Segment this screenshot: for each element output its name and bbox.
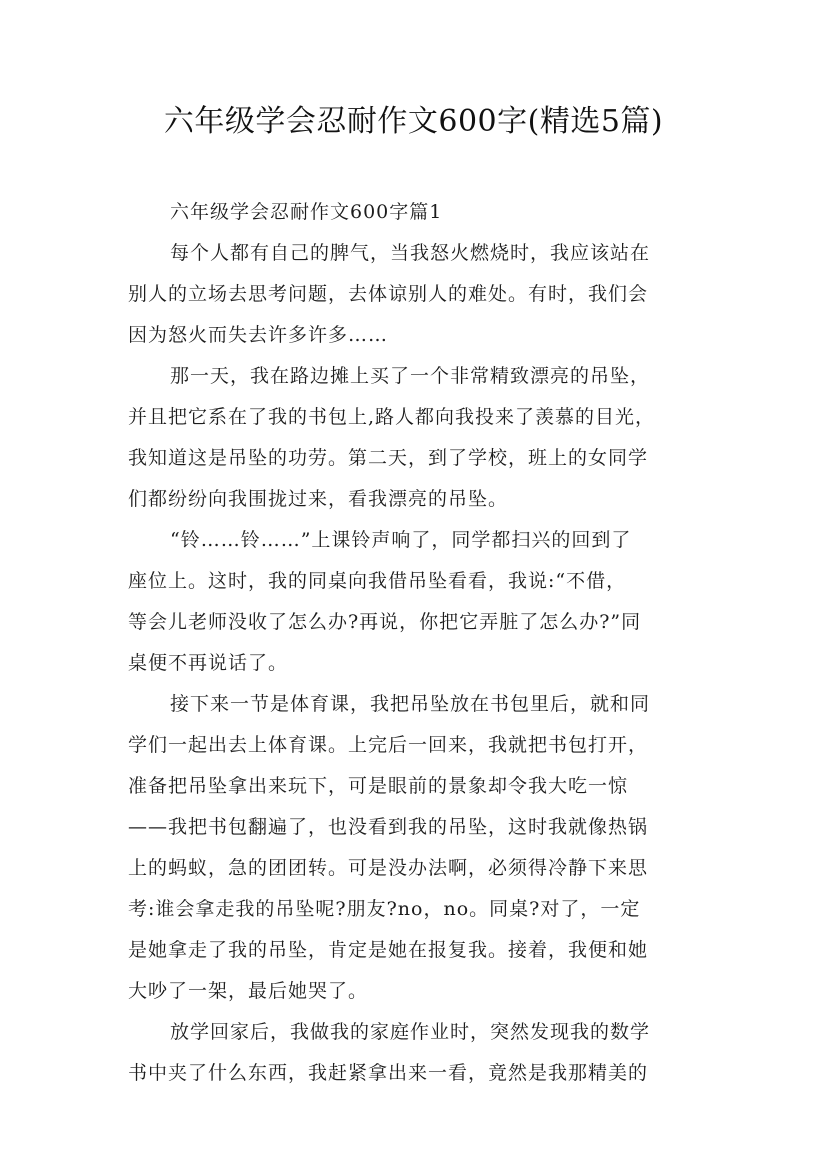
text-line: ——我把书包翻遍了，也没看到我的吊坠，这时我就像热锅 [128,816,649,838]
document-body [128,192,700,1094]
text-line: 是她拿走了我的吊坠，肯定是她在报复我。接着，我便和她 [128,939,649,961]
text-line: 们都纷纷向我围拢过来，看我漂亮的吊坠。 [128,488,509,510]
text-line: 书中夹了什么东西，我赶紧拿出来一看，竟然是我那精美的 [128,1062,649,1084]
text-line: 桌便不再说话了。 [128,652,289,674]
text-line: 等会儿老师没收了怎么办?再说，你把它弄脏了怎么办?”同 [128,611,642,633]
text-line: 放学回家后，我做我的家庭作业时，突然发现我的数学 [170,1021,651,1043]
text-line: 每个人都有自己的脾气，当我怒火燃烧时，我应该站在 [170,242,651,264]
text-line: 上的蚂蚁，急的团团转。可是没办法啊，必须得冷静下来思 [128,857,649,879]
text-line: 考:谁会拿走我的吊坠呢?朋友?no，no。同桌?对了，一定 [128,898,641,920]
text-line: “铃……铃……”上课铃声响了，同学都扫兴的回到了 [170,529,632,551]
text-line: 并且把它系在了我的书包上,路人都向我投来了羡慕的目光， [128,406,656,428]
text-line: 大吵了一架，最后她哭了。 [128,980,369,1002]
text-line: 因为怒火而失去许多许多…… [128,324,389,346]
text-line: 准备把吊坠拿出来玩下，可是眼前的景象却令我大吃一惊 [128,775,629,797]
text-line: 座位上。这时，我的同桌向我借吊坠看看，我说:“不借， [128,570,627,592]
text-line: 我知道这是吊坠的功劳。第二天，到了学校，班上的女同学 [128,447,649,469]
text-line: 学们一起出去上体育课。上完后一回来，我就把书包打开， [128,734,649,756]
text-line: 接下来一节是体育课，我把吊坠放在书包里后，就和同 [170,693,651,715]
document-title: 六年级学会忍耐作文600字(精选5篇) [163,104,664,139]
section-heading: 六年级学会忍耐作文600字篇1 [170,201,443,223]
text-line: 别人的立场去思考问题，去体谅别人的难处。有时，我们会 [128,283,649,305]
text-line: 那一天，我在路边摊上买了一个非常精致漂亮的吊坠， [170,365,651,387]
